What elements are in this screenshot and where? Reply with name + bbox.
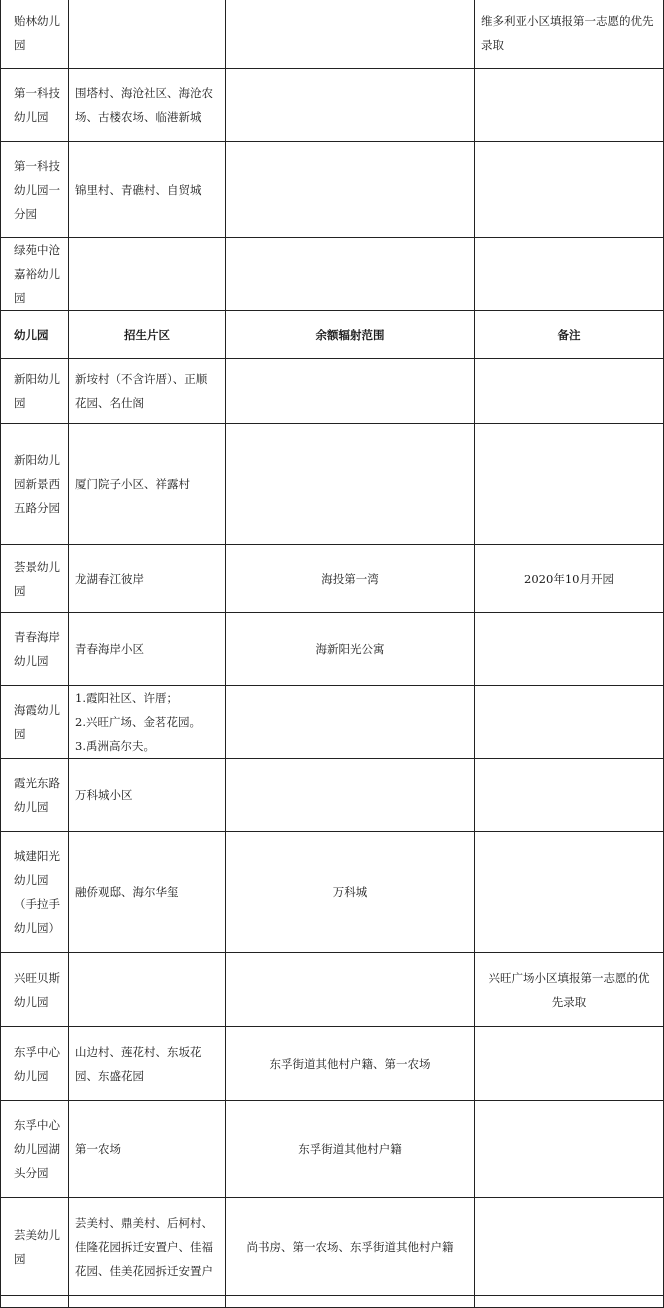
table-row [1,686,664,759]
spare-cell [226,359,475,424]
spare-cell: 东孚街道其他村户籍、第一农场 [226,1027,475,1101]
spare-cell [226,424,475,545]
kindergarten-cell: 青春海岸幼儿园 [1,613,69,686]
kindergarten-cell: 海霞幼儿园 [1,686,69,759]
note-cell [475,424,664,545]
kindergarten-cell: 芸美幼儿园 [1,1198,69,1296]
zone-cell: 新垵村（不含许厝）、正顺花园、名仕阁 [69,359,226,424]
spare-cell [226,0,475,69]
table-row [1,832,664,953]
table-row [1,759,664,832]
spare-cell [226,953,475,1027]
spare-cell [226,69,475,142]
zone-line: 1.霞阳社区、许厝； [75,691,178,705]
zone-cell: 围塔村、海沧社区、海沧农场、古楼农场、临港新城 [69,69,226,142]
table-header-row [1,311,664,359]
spare-cell: 尚书房、第一农场、东孚街道其他村户籍 [226,1198,475,1296]
note-cell [475,613,664,686]
table-row [1,238,664,311]
zone-cell: 山边村、莲花村、东坂花园、东盛花园 [69,1027,226,1101]
table-row [1,1198,664,1296]
note-cell [475,238,664,311]
kindergarten-cell: 东孚中心幼儿园 [1,1027,69,1101]
table-row [1,359,664,424]
note-cell [475,142,664,238]
header-spare: 余额辐射范围 [226,311,475,359]
header-zone: 招生片区 [69,311,226,359]
note-cell [475,359,664,424]
kindergarten-cell: 东孚中心幼儿园湖头分园 [1,1101,69,1198]
note-cell [475,1027,664,1101]
kindergarten-cell: 贻林幼儿园 [1,0,69,69]
kindergarten-cell: 新阳幼儿园 [1,359,69,424]
header-kindergarten: 幼儿园 [1,311,69,359]
note-cell [475,1101,664,1198]
zone-cell [69,0,226,69]
table-row [1,1101,664,1198]
kindergarten-cell: 绿苑中沧嘉裕幼儿园 [1,238,69,311]
zone-line: 3.禹洲高尔夫。 [75,739,155,753]
kindergarten-cell: 第一科技幼儿园 [1,69,69,142]
kindergarten-cell: 兴旺贝斯幼儿园 [1,953,69,1027]
spare-cell: 东孚街道其他村户籍 [226,1101,475,1198]
zone-line: 2.兴旺广场、金茗花园。 [75,715,201,729]
zone-cell: 龙湖春江彼岸 [69,545,226,613]
note-cell [475,686,664,759]
zone-cell: 融侨观邸、海尔华玺 [69,832,226,953]
note-cell [475,1198,664,1296]
spare-cell [226,686,475,759]
zone-cell [69,238,226,311]
spare-cell [226,238,475,311]
note-cell: 兴旺广场小区填报第一志愿的优先录取 [475,953,664,1027]
zone-cell [69,686,226,759]
kindergarten-cell: 城建阳光幼儿园（手拉手幼儿园） [1,832,69,953]
zone-cell: 青春海岸小区 [69,613,226,686]
kindergarten-cell: 第一科技幼儿园一分园 [1,142,69,238]
header-note: 备注 [475,311,664,359]
zone-cell: 锦里村、青礁村、自贸城 [69,142,226,238]
kindergarten-cell: 荟景幼儿园 [1,545,69,613]
zone-cell: 芸美村、鼎美村、后柯村、佳隆花园拆迁安置户、佳福花园、佳美花园拆迁安置户 [69,1198,226,1296]
note-cell [475,759,664,832]
note-cell: 维多利亚小区填报第一志愿的优先录取 [475,0,664,69]
table-row [1,0,664,69]
spare-cell: 海新阳光公寓 [226,613,475,686]
zone-cell: 第一农场 [69,1101,226,1198]
zone-cell [69,953,226,1027]
note-cell [475,69,664,142]
table-row [1,545,664,613]
spare-cell [226,759,475,832]
table-row [1,69,664,142]
kindergarten-cell: 新阳幼儿园新景西五路分园 [1,424,69,545]
table-row [1,424,664,545]
spare-cell: 海投第一湾 [226,545,475,613]
table-row [1,953,664,1027]
table-row [1,1027,664,1101]
note-cell [475,832,664,953]
note-cell: 2020年10月开园 [475,545,664,613]
kindergarten-cell: 霞光东路幼儿园 [1,759,69,832]
spare-cell [226,142,475,238]
table-row [1,1296,664,1308]
table-row [1,142,664,238]
zone-cell: 万科城小区 [69,759,226,832]
table-row [1,613,664,686]
spare-cell: 万科城 [226,832,475,953]
zone-cell: 厦门院子小区、祥露村 [69,424,226,545]
